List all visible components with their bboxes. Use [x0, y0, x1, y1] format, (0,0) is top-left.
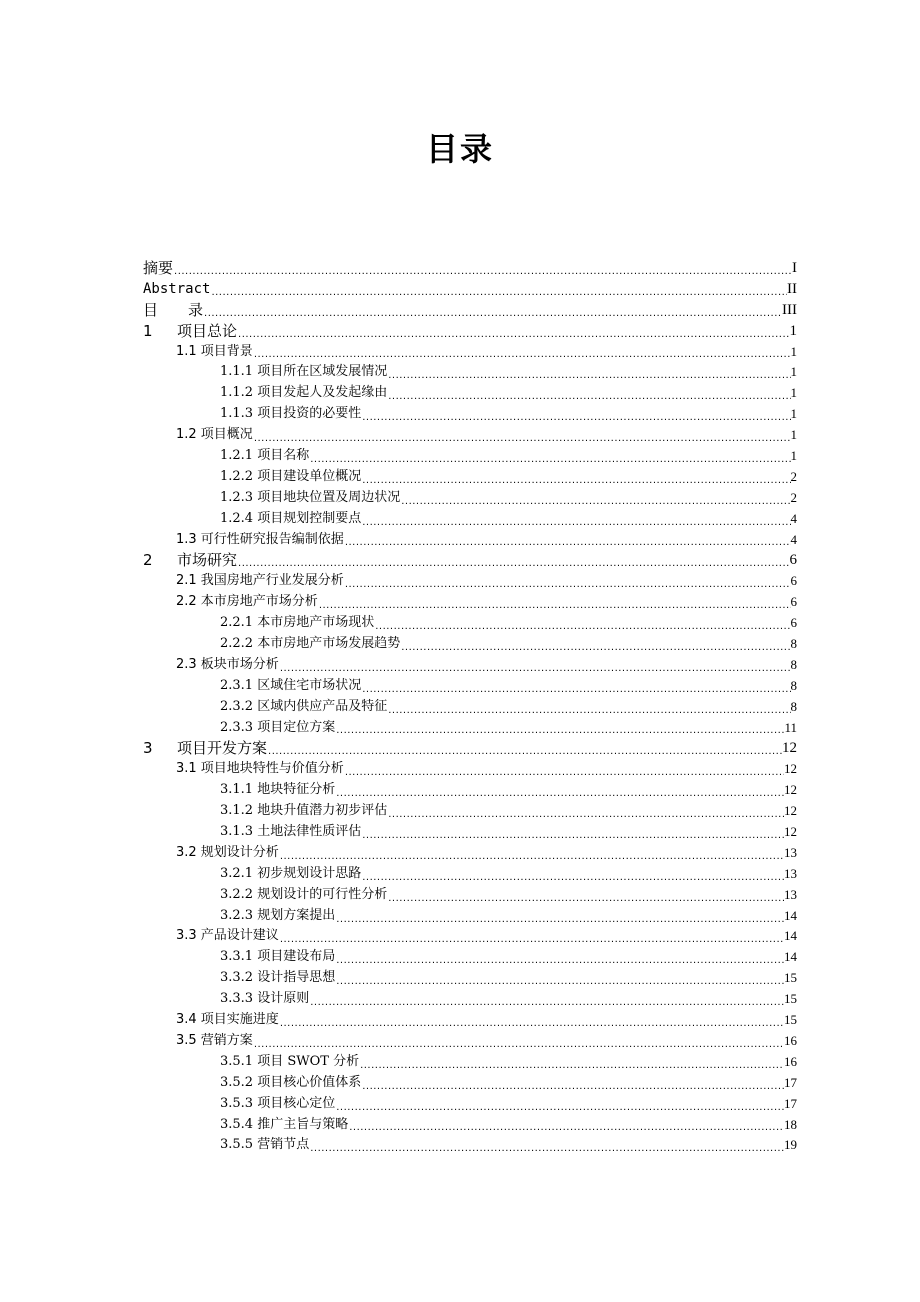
toc-entry-label: 3.5.5 营销节点 — [220, 1137, 310, 1153]
dot-leader — [344, 536, 791, 550]
toc-page-number: 2 — [790, 468, 797, 484]
dot-leader — [361, 474, 790, 488]
dot-leader — [279, 662, 791, 676]
toc-entry-label: 1.2.1 项目名称 — [220, 448, 310, 463]
toc-page-number: 15 — [784, 1012, 797, 1028]
toc-entry-label: 1.1 项目背景 — [176, 343, 253, 359]
toc-entry[interactable] — [143, 718, 797, 739]
toc-chapter-number: 3 — [143, 739, 153, 758]
toc-entry[interactable] — [143, 634, 797, 655]
toc-entry-label: 3.1.3 土地法律性质评估 — [220, 824, 362, 840]
toc-page-number: 8 — [790, 656, 797, 672]
toc-entry-label: 3.5.3 项目核心定位 — [220, 1095, 336, 1111]
toc-entry-label: 3.2 规划设计分析 — [176, 844, 279, 860]
toc-page-number: 8 — [790, 636, 797, 652]
toc-page-number: 13 — [784, 844, 797, 860]
toc-chapter-number: 1 — [143, 321, 153, 340]
toc-entry-label: 3.5.4 推广主旨与策略 — [220, 1116, 349, 1132]
toc-entry-label — [143, 550, 237, 571]
toc-page-number: 4 — [790, 510, 797, 526]
toc-page-number: 15 — [784, 970, 797, 986]
toc-page-number: 1 — [790, 343, 797, 359]
toc-entry-label: 1.1.1 项目所在区域发展情况 — [220, 364, 388, 380]
toc-entry-label: 3.3.1 项目建设布局 — [220, 949, 336, 965]
toc-entry-label: Abstract — [143, 280, 211, 297]
toc-page-number: 17 — [784, 1095, 797, 1111]
toc-entry[interactable] — [143, 906, 797, 927]
toc-page-number: 13 — [784, 886, 797, 902]
toc-entry[interactable] — [143, 822, 797, 843]
dot-leader — [335, 913, 784, 927]
dot-leader — [361, 683, 790, 697]
dot-leader — [279, 933, 784, 947]
toc-page-number: 12 — [784, 782, 797, 798]
dot-leader — [318, 599, 791, 613]
toc-page-number: II — [787, 280, 797, 297]
toc-page-number: 18 — [784, 1116, 797, 1132]
toc-page-number: 15 — [784, 991, 797, 1007]
toc-page-number: 17 — [784, 1074, 797, 1090]
toc-entry[interactable] — [143, 927, 797, 948]
toc-entry-label: 1.2.2 项目建设单位概况 — [220, 468, 362, 484]
toc-page-number: I — [792, 259, 797, 276]
toc-entry[interactable] — [143, 1052, 797, 1073]
toc-page-number: 1 — [789, 322, 797, 339]
toc-entry-label: 1.1.2 项目发起人及发起缘由 — [220, 385, 388, 401]
toc-page-number: 14 — [784, 949, 797, 965]
dot-leader — [400, 495, 790, 509]
toc-entry-label: 2.2.2 本市房地产市场发展趋势 — [220, 636, 401, 652]
toc-page-number: 13 — [784, 865, 797, 881]
toc-entry[interactable] — [143, 425, 797, 446]
toc-entry[interactable] — [143, 655, 797, 676]
dot-leader — [237, 557, 789, 571]
toc-entry-label: 3.5.1 项目 SWOT 分析 — [220, 1053, 360, 1069]
toc-entry[interactable] — [143, 258, 797, 279]
toc-entry[interactable] — [143, 509, 797, 530]
toc-entry-label: 2.2 本市房地产市场分析 — [176, 594, 318, 610]
dot-leader — [387, 369, 790, 383]
toc-entry[interactable] — [143, 801, 797, 822]
toc-page-number: 1 — [790, 427, 797, 443]
toc-entry[interactable] — [143, 1010, 797, 1031]
toc-page-number: 8 — [790, 698, 797, 714]
toc-entry[interactable] — [143, 676, 797, 697]
toc-entry-label: 3.2.3 规划方案提出 — [220, 907, 336, 923]
dot-leader — [210, 286, 787, 300]
dot-leader — [374, 620, 790, 634]
toc-page-number: 2 — [790, 489, 797, 505]
dot-leader — [400, 641, 790, 655]
toc-entry-label: 2.3.2 区域内供应产品及特征 — [220, 698, 388, 714]
toc-entry-label: 2.2.1 本市房地产市场现状 — [220, 615, 375, 631]
toc-page-number: 14 — [784, 928, 797, 944]
toc-entry[interactable] — [143, 885, 797, 906]
toc-entry-label: 1.2 项目概况 — [176, 427, 253, 443]
toc-chapter-title: 市场研究 — [177, 551, 238, 570]
toc-entry[interactable] — [143, 1073, 797, 1094]
dot-leader — [309, 1142, 784, 1156]
toc-entry-label: 3.3 产品设计建议 — [176, 928, 279, 944]
toc-entry[interactable] — [143, 697, 797, 718]
toc-page-number: 16 — [784, 1053, 797, 1069]
toc-page-number: 1 — [790, 448, 797, 463]
dot-leader — [387, 390, 790, 404]
toc-entry-label: 3.3.3 设计原则 — [220, 991, 310, 1007]
dot-leader — [387, 892, 784, 906]
dot-leader — [387, 808, 784, 822]
toc-entry-label: 3.3.2 设计指导思想 — [220, 970, 336, 986]
toc-entry[interactable] — [143, 321, 797, 342]
toc-entry-label: 2.1 我国房地产行业发展分析 — [176, 573, 344, 589]
toc-entry[interactable] — [143, 446, 797, 467]
toc-page-number: 14 — [784, 907, 797, 923]
toc-entry-label — [143, 738, 267, 759]
toc-entry[interactable] — [143, 613, 797, 634]
toc-chapter-number: 2 — [143, 551, 153, 570]
toc-page-number: III — [782, 301, 797, 318]
toc-page-number: 6 — [789, 552, 797, 569]
toc-page-number: 12 — [782, 740, 797, 757]
toc-entry-label: 3.5.2 项目核心价值体系 — [220, 1074, 362, 1090]
toc-entry-label: 1.3 可行性研究报告编制依据 — [176, 531, 344, 547]
toc-entry[interactable] — [143, 1031, 797, 1052]
toc-entry-label: 摘要 — [143, 258, 174, 277]
dot-leader — [344, 578, 791, 592]
toc-entry[interactable] — [143, 383, 797, 404]
toc-entry[interactable] — [143, 738, 797, 759]
toc-chapter-title: 项目总论 — [177, 321, 238, 340]
dot-leader — [203, 307, 782, 321]
dot-leader — [361, 411, 790, 425]
toc-entry-label — [143, 321, 237, 342]
toc-entry-label: 2.3.1 区域住宅市场状况 — [220, 677, 362, 693]
toc-page-number: 11 — [784, 719, 797, 735]
toc-entry-label: 3.4 项目实施进度 — [176, 1012, 279, 1028]
toc-page-number: 8 — [790, 677, 797, 693]
dot-leader — [387, 704, 790, 718]
toc-entry-label: 3.1.1 地块特征分析 — [220, 782, 336, 798]
toc-entry-label: 2.3.3 项目定位方案 — [220, 719, 336, 735]
toc-entry[interactable] — [143, 550, 797, 571]
toc-page-number: 16 — [784, 1032, 797, 1048]
toc-entry-label: 3.1 项目地块特性与价值分析 — [176, 761, 344, 777]
dot-leader — [335, 954, 784, 968]
toc-entry-label: 1.2.4 项目规划控制要点 — [220, 510, 362, 526]
toc-entry[interactable] — [143, 947, 797, 968]
toc-page-number: 6 — [790, 573, 797, 589]
toc-page-number: 12 — [784, 824, 797, 840]
toc-page-number: 12 — [784, 803, 797, 819]
toc-entry[interactable] — [143, 759, 797, 780]
dot-leader — [348, 1121, 784, 1135]
toc-entry-label: 1.2.3 项目地块位置及周边状况 — [220, 489, 401, 505]
toc-entry-label: 2.3 板块市场分析 — [176, 656, 279, 672]
toc-entry[interactable] — [143, 530, 797, 551]
dot-leader — [335, 975, 784, 989]
dot-leader — [335, 724, 784, 738]
toc-page-number: 1 — [790, 406, 797, 422]
toc-entry-label: 3.2.1 初步规划设计思路 — [220, 865, 362, 881]
toc-page-number: 12 — [784, 761, 797, 777]
toc-entry-label: 目 录 — [143, 300, 204, 319]
toc-entry[interactable] — [143, 467, 797, 488]
toc-chapter-title: 项目开发方案 — [177, 739, 268, 758]
toc-entry[interactable] — [143, 1135, 797, 1156]
toc-page-number: 1 — [790, 364, 797, 380]
dot-leader — [344, 766, 784, 780]
dot-leader — [361, 829, 784, 843]
toc-entry[interactable] — [143, 989, 797, 1010]
toc-entry[interactable] — [143, 843, 797, 864]
dot-leader — [253, 348, 791, 362]
dot-leader — [361, 516, 790, 530]
toc-entry[interactable] — [143, 300, 797, 321]
toc-entry[interactable] — [143, 1094, 797, 1115]
dot-leader — [309, 453, 790, 467]
dot-leader — [361, 871, 784, 885]
toc-entry-label: 3.2.2 规划设计的可行性分析 — [220, 886, 388, 902]
toc-entry[interactable] — [143, 1115, 797, 1136]
toc-entry[interactable] — [143, 864, 797, 885]
toc-page-number: 19 — [784, 1137, 797, 1153]
dot-leader — [361, 1080, 784, 1094]
toc-entry[interactable] — [143, 968, 797, 989]
toc-entry[interactable] — [143, 404, 797, 425]
dot-leader — [253, 432, 791, 446]
toc-entry[interactable] — [143, 780, 797, 801]
dot-leader — [335, 1101, 784, 1115]
table-of-contents — [143, 258, 797, 1156]
dot-leader — [253, 1038, 784, 1052]
toc-page-number: 4 — [790, 531, 797, 547]
dot-leader — [335, 787, 784, 801]
page-title: 目录 — [425, 130, 494, 168]
toc-page-number: 1 — [790, 385, 797, 401]
toc-entry[interactable] — [143, 488, 797, 509]
toc-entry[interactable] — [143, 571, 797, 592]
toc-entry-label: 1.1.3 项目投资的必要性 — [220, 406, 362, 422]
toc-entry[interactable] — [143, 342, 797, 363]
dot-leader — [173, 265, 792, 279]
dot-leader — [267, 745, 782, 759]
dot-leader — [309, 996, 784, 1010]
dot-leader — [279, 850, 784, 864]
toc-page-number: 6 — [790, 615, 797, 631]
dot-leader — [279, 1017, 784, 1031]
dot-leader — [237, 328, 789, 342]
toc-entry[interactable] — [143, 362, 797, 383]
toc-page-number: 6 — [790, 594, 797, 610]
toc-entry-label: 3.5 营销方案 — [176, 1032, 253, 1048]
toc-entry-label: 3.1.2 地块升值潜力初步评估 — [220, 803, 388, 819]
toc-entry[interactable] — [143, 592, 797, 613]
toc-entry[interactable] — [143, 279, 797, 300]
dot-leader — [359, 1059, 784, 1073]
